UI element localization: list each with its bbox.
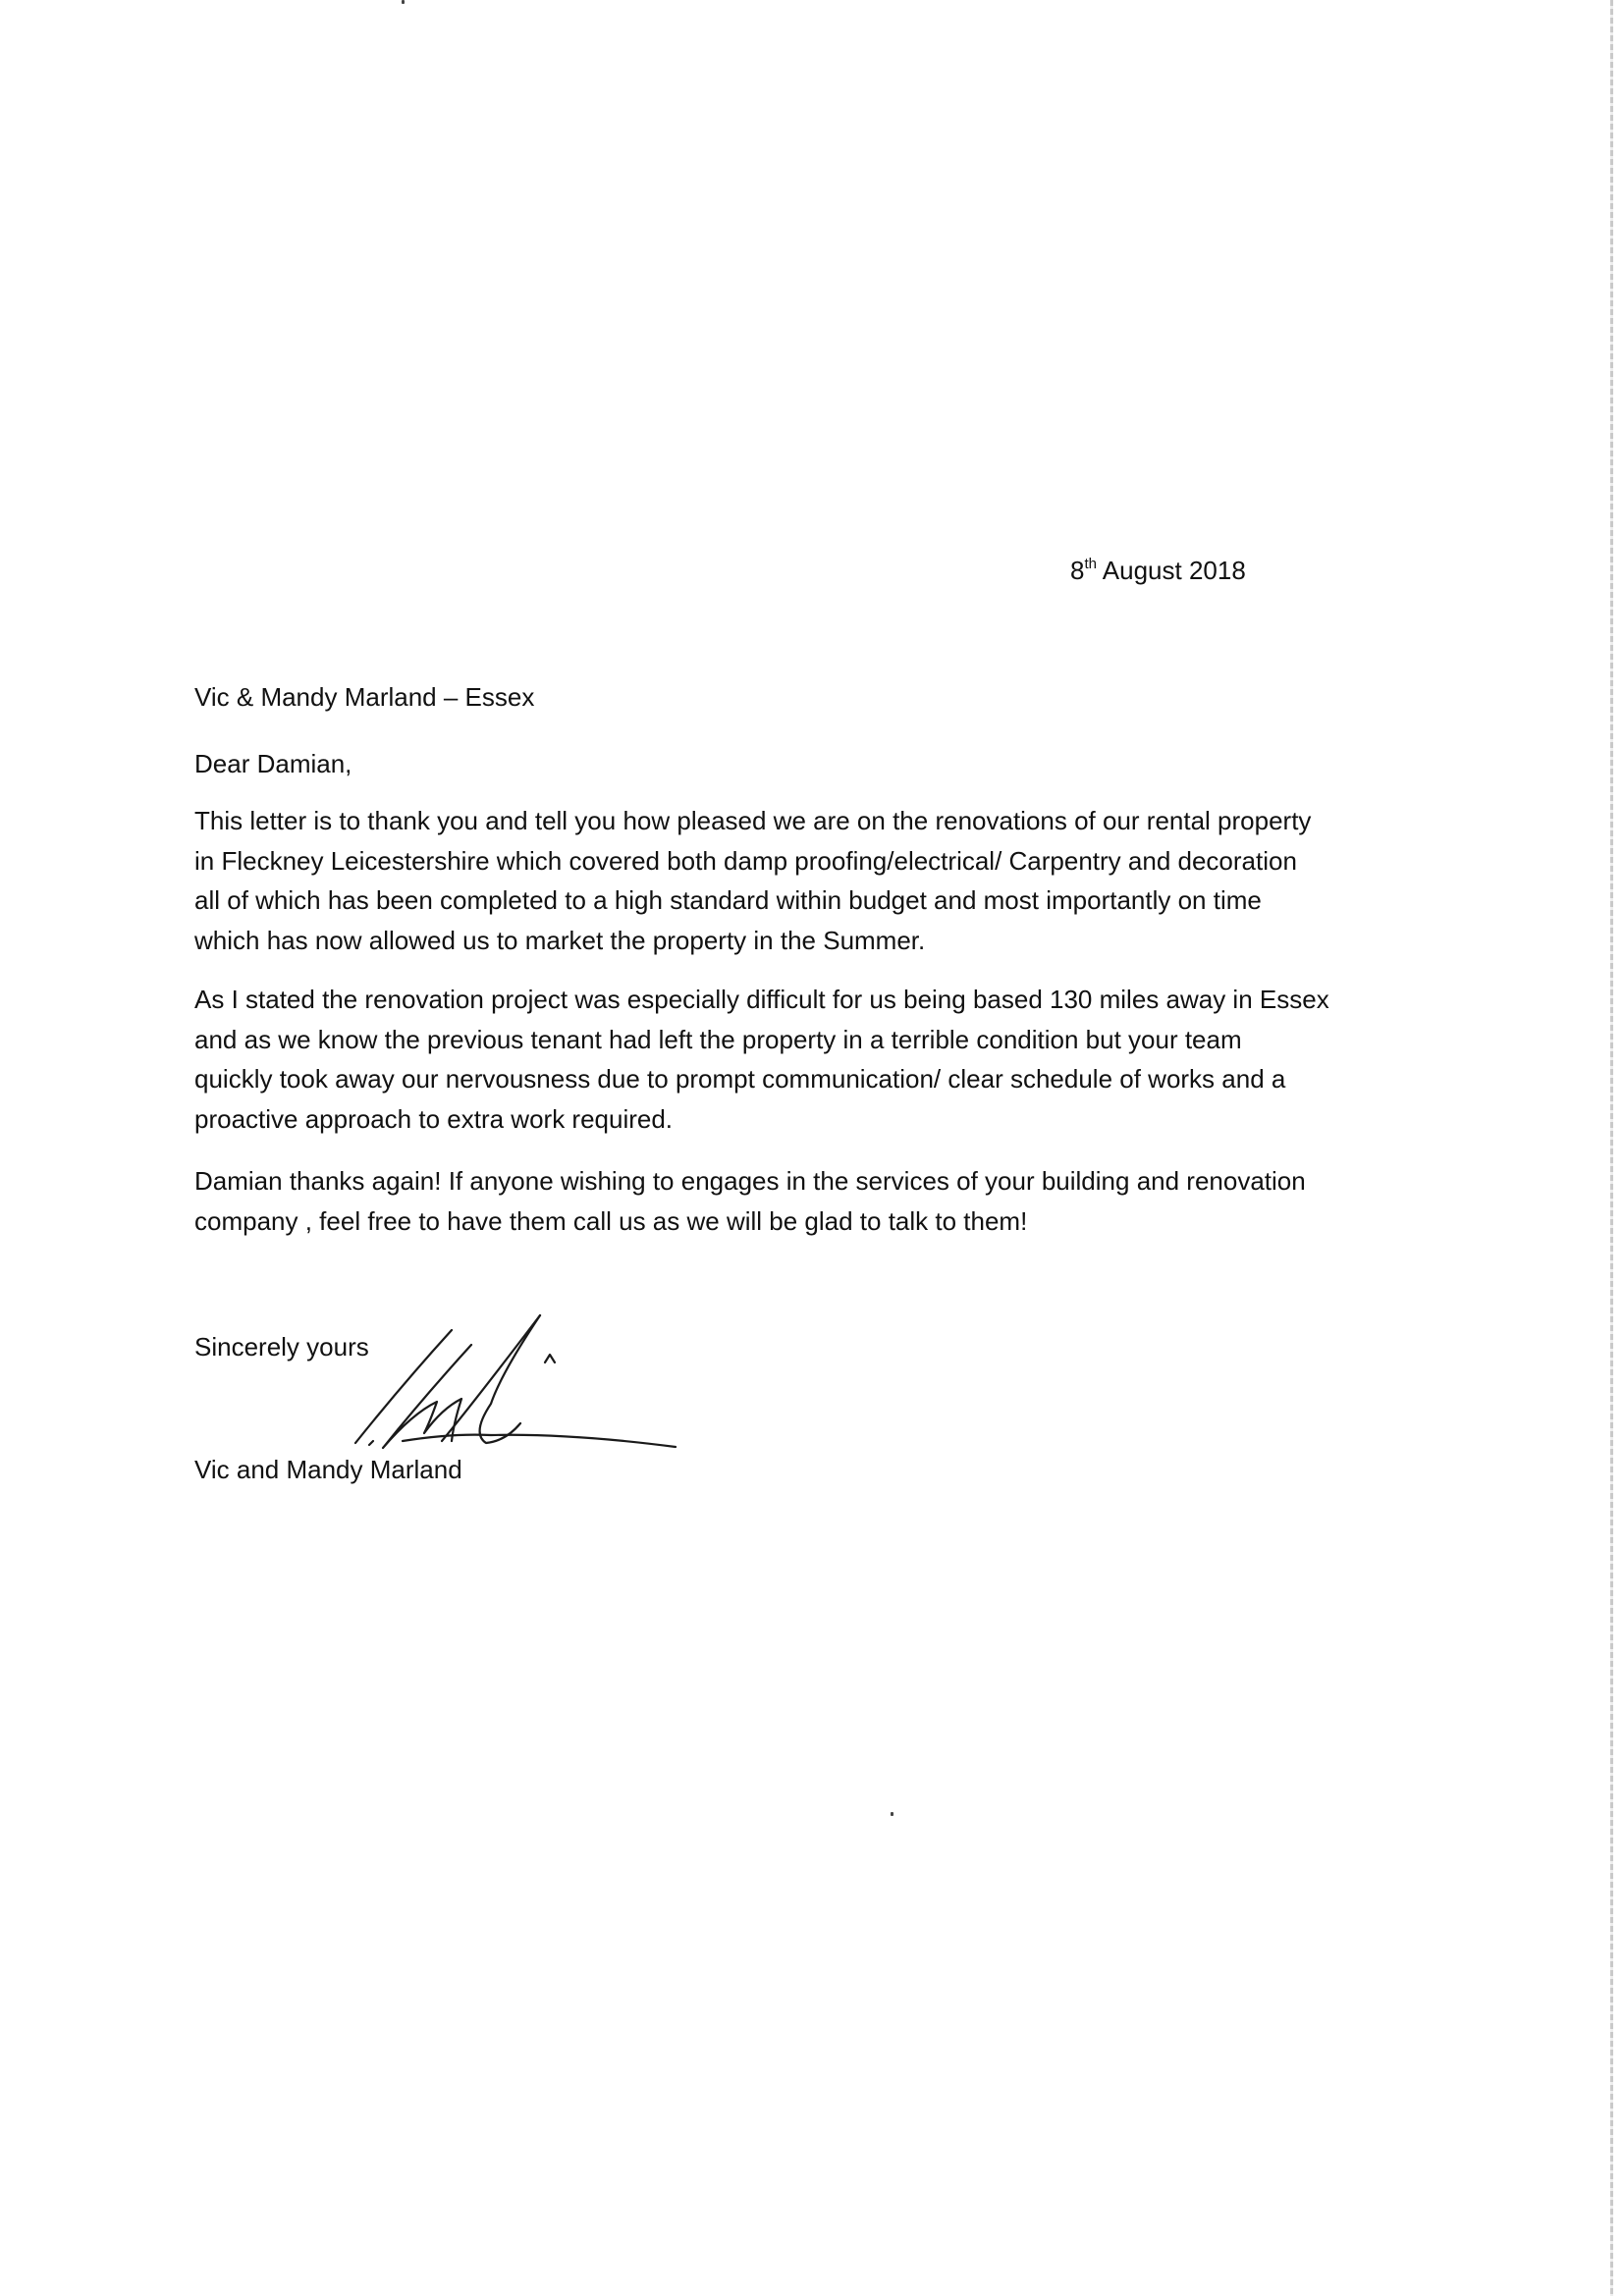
scan-speck xyxy=(402,0,405,4)
handwritten-signature xyxy=(344,1296,687,1463)
recipient-line: Vic & Mandy Marland – Essex xyxy=(194,682,535,712)
closing-line: Sincerely yours xyxy=(194,1332,369,1362)
paragraph-line: all of which has been completed to a high standard within budget and most importantly on time xyxy=(194,885,1262,915)
signatory-name: Vic and Mandy Marland xyxy=(194,1455,462,1484)
paragraph-line: Damian thanks again! If anyone wishing to engages in the services of your building and renovation xyxy=(194,1166,1306,1196)
paragraph-line: As I stated the renovation project was especially difficult for us being based 130 miles away in Essex xyxy=(194,985,1329,1014)
paragraph-2 xyxy=(194,980,1432,1139)
paragraph-line: and as we know the previous tenant had left the property in a terrible condition but your team xyxy=(194,1024,1242,1054)
date-rest: August 2018 xyxy=(1096,556,1246,585)
paragraph-line: which has now allowed us to market the property in the Summer. xyxy=(194,925,926,955)
paragraph-1 xyxy=(194,801,1432,960)
paragraph-line: quickly took away our nervousness due to prompt communication/ clear schedule of works and a xyxy=(194,1064,1286,1094)
scan-edge-artifact xyxy=(1610,0,1613,2296)
paragraph-line: company , feel free to have them call us as we will be glad to talk to them! xyxy=(194,1205,1028,1236)
paragraph-3 xyxy=(194,1161,1432,1241)
letter-date xyxy=(1070,551,1246,590)
paragraph-line: proactive approach to extra work required. xyxy=(194,1103,674,1134)
scan-speck xyxy=(891,1812,893,1816)
paragraph-line: in Fleckney Leicestershire which covered both damp proofing/electrical/ Carpentry and decoration xyxy=(194,845,1297,876)
salutation: Dear Damian, xyxy=(194,749,352,778)
date-suffix: th xyxy=(1084,556,1097,572)
paragraph-line: This letter is to thank you and tell you how pleased we are on the renovations of our rental property xyxy=(194,806,1312,835)
date-day: 8 xyxy=(1070,556,1085,585)
